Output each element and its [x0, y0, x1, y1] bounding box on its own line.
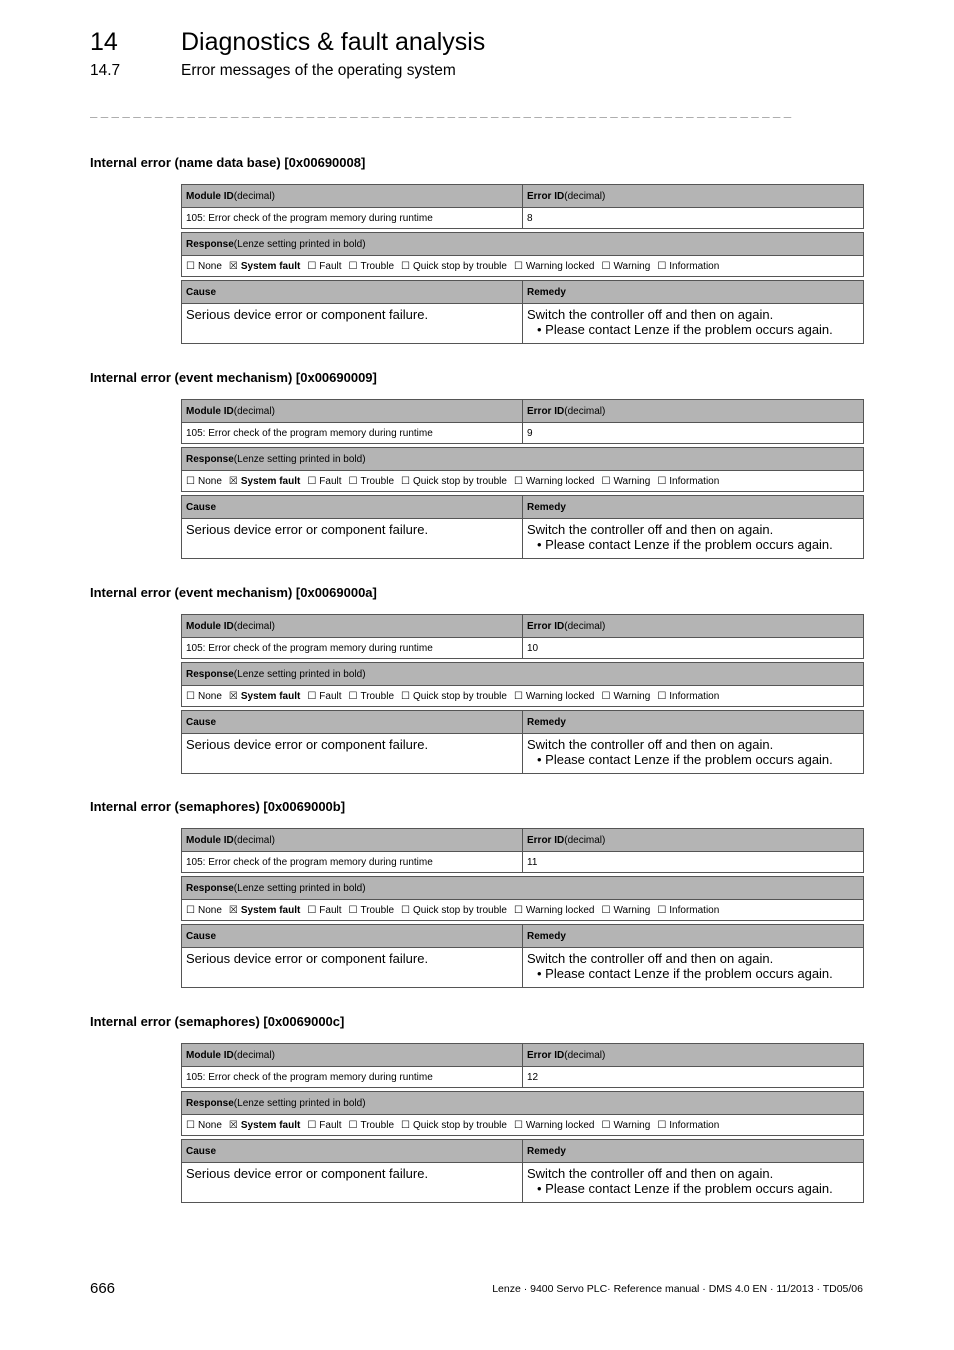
response-options [182, 1115, 863, 1135]
response-table [181, 662, 864, 707]
error-id-header [523, 185, 863, 207]
module-id-suffix: (decimal) [233, 405, 275, 417]
remedy-text: Switch the controller off and then on again. [527, 522, 774, 537]
error-id-label: Error ID [527, 834, 565, 846]
option-label: Trouble [360, 475, 395, 487]
option-label: Warning locked [525, 260, 595, 272]
option-system-fault [229, 476, 300, 487]
checkbox-unchecked-icon: ☐ [513, 475, 523, 487]
error-id-header [523, 1044, 863, 1066]
option-label: Quick stop by trouble [413, 475, 507, 487]
response-header [182, 663, 370, 685]
checkbox-unchecked-icon: ☐ [657, 690, 667, 702]
option-label: None [197, 260, 222, 272]
option-label: Fault [319, 690, 342, 702]
remedy-text: Switch the controller off and then on again. [527, 1166, 774, 1181]
response-suffix: (Lenze setting printed in bold) [233, 238, 366, 250]
error-id-header [523, 829, 863, 851]
footer-doc-info: Lenze · 9400 Servo PLC· Reference manual · DMS 4.0 EN · 11/2013 · TD05/06 [492, 1283, 863, 1295]
option-none [186, 691, 222, 702]
remedy-header: Remedy [527, 1145, 566, 1157]
remedy-bullet: • Please contact Lenze if the problem occurs again. [537, 1181, 833, 1196]
module-id-suffix: (decimal) [233, 834, 275, 846]
remedy-bullet: • Please contact Lenze if the problem occurs again. [537, 322, 833, 337]
checkbox-unchecked-icon: ☐ [348, 475, 358, 487]
checkbox-unchecked-icon: ☐ [307, 1119, 317, 1131]
option-label: Fault [319, 260, 342, 272]
option-quick-stop [401, 476, 507, 487]
module-id-suffix: (decimal) [233, 620, 275, 632]
option-label: Warning locked [525, 690, 595, 702]
checkbox-unchecked-icon: ☐ [601, 904, 611, 916]
response-header [182, 233, 370, 255]
remedy-cell [523, 734, 863, 773]
section-number: 14.7 [90, 62, 121, 79]
module-id-value: 105: Error check of the program memory during runtime [182, 423, 523, 443]
error-id-suffix: (decimal) [564, 190, 606, 202]
option-system-fault [229, 1120, 300, 1131]
id-table [181, 399, 864, 444]
checkbox-checked-icon: ☒ [228, 1119, 238, 1131]
checkbox-unchecked-icon: ☐ [401, 260, 410, 272]
cause-remedy-table [181, 1139, 864, 1203]
error-id-value: 9 [527, 427, 533, 439]
id-table [181, 184, 864, 229]
option-trouble [349, 691, 395, 702]
error-id-value: 11 [527, 856, 538, 868]
checkbox-unchecked-icon: ☐ [401, 690, 410, 702]
option-fault [307, 476, 341, 487]
cause-header: Cause [182, 925, 523, 947]
option-information [657, 1120, 719, 1131]
checkbox-unchecked-icon: ☐ [657, 904, 667, 916]
option-fault [307, 261, 341, 272]
option-label: Quick stop by trouble [413, 904, 507, 916]
option-none [186, 261, 222, 272]
id-table [181, 828, 864, 873]
option-warning [601, 476, 650, 487]
remedy-header: Remedy [527, 286, 566, 298]
checkbox-unchecked-icon: ☐ [601, 260, 611, 272]
option-warning [601, 1120, 650, 1131]
option-quick-stop [401, 261, 507, 272]
option-trouble [349, 261, 395, 272]
id-table [181, 1043, 864, 1088]
module-id-header [182, 615, 523, 637]
option-warning [601, 261, 650, 272]
error-id-value: 12 [527, 1071, 539, 1083]
checkbox-unchecked-icon: ☐ [307, 690, 317, 702]
option-label: System fault [240, 1119, 301, 1131]
cause-text: Serious device error or component failure. [182, 734, 523, 773]
option-system-fault [229, 905, 300, 916]
module-id-label: Module ID [186, 405, 234, 417]
response-options [182, 471, 863, 491]
chapter-title: Diagnostics & fault analysis [181, 28, 486, 56]
error-id-suffix: (decimal) [564, 405, 606, 417]
checkbox-unchecked-icon: ☐ [401, 475, 410, 487]
option-label: Quick stop by trouble [413, 260, 507, 272]
remedy-header: Remedy [527, 930, 566, 942]
option-label: Information [669, 1119, 720, 1131]
error-title: Internal error (name data base) [0x00690008] [90, 155, 366, 170]
cause-text: Serious device error or component failure. [182, 948, 523, 987]
option-information [657, 905, 719, 916]
response-options [182, 686, 863, 706]
module-id-header [182, 185, 523, 207]
cause-remedy-table [181, 710, 864, 774]
option-label: Warning [613, 475, 651, 487]
module-id-label: Module ID [186, 834, 234, 846]
response-table [181, 447, 864, 492]
option-label: Trouble [360, 904, 395, 916]
module-id-label: Module ID [186, 190, 234, 202]
option-information [657, 261, 719, 272]
section-title: Error messages of the operating system [181, 62, 456, 79]
module-id-label: Module ID [186, 620, 234, 632]
module-id-value: 105: Error check of the program memory during runtime [182, 1067, 523, 1087]
checkbox-unchecked-icon: ☐ [657, 1119, 667, 1131]
option-fault [307, 691, 341, 702]
option-label: None [197, 475, 222, 487]
response-label: Response [186, 453, 234, 465]
cause-remedy-table [181, 495, 864, 559]
error-id-value: 10 [527, 642, 539, 654]
module-id-header [182, 400, 523, 422]
error-id-suffix: (decimal) [564, 620, 606, 632]
option-label: System fault [240, 690, 301, 702]
option-label: Fault [319, 904, 342, 916]
cause-header: Cause [182, 281, 523, 303]
module-id-header [182, 1044, 523, 1066]
cause-text: Serious device error or component failure. [182, 304, 523, 343]
option-label: Information [669, 904, 720, 916]
remedy-cell [523, 1163, 863, 1202]
remedy-bullet: • Please contact Lenze if the problem occurs again. [537, 537, 833, 552]
error-id-suffix: (decimal) [564, 834, 606, 846]
remedy-text: Switch the controller off and then on again. [527, 307, 774, 322]
checkbox-unchecked-icon: ☐ [348, 1119, 358, 1131]
cause-header: Cause [182, 711, 523, 733]
remedy-cell [523, 519, 863, 558]
cause-remedy-table [181, 280, 864, 344]
option-warning-locked [514, 476, 595, 487]
checkbox-checked-icon: ☒ [228, 475, 238, 487]
option-label: Quick stop by trouble [413, 1119, 507, 1131]
option-warning-locked [514, 261, 595, 272]
option-fault [307, 1120, 341, 1131]
option-trouble [349, 905, 395, 916]
remedy-cell [523, 304, 863, 343]
response-suffix: (Lenze setting printed in bold) [233, 453, 366, 465]
cause-text: Serious device error or component failure. [182, 519, 523, 558]
module-id-label: Module ID [186, 1049, 234, 1061]
checkbox-checked-icon: ☒ [228, 690, 238, 702]
error-title: Internal error (semaphores) [0x0069000c] [90, 1014, 345, 1029]
option-system-fault [229, 261, 300, 272]
option-system-fault [229, 691, 300, 702]
checkbox-unchecked-icon: ☐ [348, 260, 358, 272]
cause-header: Cause [182, 496, 523, 518]
option-label: System fault [240, 475, 301, 487]
response-header [182, 448, 370, 470]
error-id-value: 8 [527, 212, 533, 224]
response-label: Response [186, 238, 234, 250]
option-label: Trouble [360, 1119, 395, 1131]
checkbox-unchecked-icon: ☐ [186, 1119, 195, 1131]
option-quick-stop [401, 691, 507, 702]
error-id-header [523, 615, 863, 637]
option-quick-stop [401, 1120, 507, 1131]
option-label: Information [669, 475, 720, 487]
option-warning-locked [514, 905, 595, 916]
response-header [182, 877, 370, 899]
option-label: Warning locked [525, 1119, 595, 1131]
module-id-value: 105: Error check of the program memory during runtime [182, 852, 523, 872]
response-header [182, 1092, 370, 1114]
id-table [181, 614, 864, 659]
checkbox-unchecked-icon: ☐ [186, 690, 195, 702]
checkbox-unchecked-icon: ☐ [307, 260, 317, 272]
option-trouble [349, 476, 395, 487]
checkbox-unchecked-icon: ☐ [401, 904, 410, 916]
checkbox-unchecked-icon: ☐ [401, 1119, 410, 1131]
checkbox-unchecked-icon: ☐ [601, 1119, 611, 1131]
remedy-header: Remedy [527, 501, 566, 513]
option-none [186, 1120, 222, 1131]
option-warning-locked [514, 691, 595, 702]
checkbox-unchecked-icon: ☐ [657, 260, 667, 272]
option-label: Warning [613, 260, 651, 272]
option-label: Warning locked [525, 904, 595, 916]
option-label: System fault [240, 904, 301, 916]
option-label: Trouble [360, 690, 395, 702]
option-none [186, 905, 222, 916]
error-id-label: Error ID [527, 1049, 565, 1061]
response-label: Response [186, 882, 234, 894]
checkbox-unchecked-icon: ☐ [348, 904, 358, 916]
option-warning [601, 905, 650, 916]
module-id-header [182, 829, 523, 851]
error-id-label: Error ID [527, 405, 565, 417]
remedy-bullet: • Please contact Lenze if the problem occurs again. [537, 752, 833, 767]
checkbox-unchecked-icon: ☐ [601, 475, 611, 487]
response-table [181, 232, 864, 277]
response-suffix: (Lenze setting printed in bold) [233, 882, 366, 894]
error-id-header [523, 400, 863, 422]
option-label: Warning [613, 690, 651, 702]
remedy-text: Switch the controller off and then on again. [527, 737, 774, 752]
error-id-label: Error ID [527, 190, 565, 202]
checkbox-unchecked-icon: ☐ [513, 1119, 523, 1131]
response-options [182, 256, 863, 276]
response-options [182, 900, 863, 920]
cause-remedy-table [181, 924, 864, 988]
error-id-label: Error ID [527, 620, 565, 632]
checkbox-unchecked-icon: ☐ [186, 475, 195, 487]
option-warning [601, 691, 650, 702]
option-quick-stop [401, 905, 507, 916]
error-id-suffix: (decimal) [564, 1049, 606, 1061]
option-none [186, 476, 222, 487]
option-label: Trouble [360, 260, 395, 272]
option-label: None [197, 904, 222, 916]
checkbox-unchecked-icon: ☐ [186, 904, 195, 916]
checkbox-unchecked-icon: ☐ [307, 904, 317, 916]
option-label: Fault [319, 475, 342, 487]
checkbox-unchecked-icon: ☐ [513, 260, 523, 272]
checkbox-unchecked-icon: ☐ [513, 904, 523, 916]
cause-header: Cause [182, 1140, 523, 1162]
remedy-header: Remedy [527, 716, 566, 728]
chapter-number: 14 [90, 28, 118, 56]
option-label: Information [669, 690, 720, 702]
checkbox-checked-icon: ☒ [228, 260, 238, 272]
checkbox-unchecked-icon: ☐ [348, 690, 358, 702]
error-title: Internal error (event mechanism) [0x0069000a] [90, 585, 377, 600]
option-information [657, 476, 719, 487]
module-id-suffix: (decimal) [233, 1049, 275, 1061]
checkbox-unchecked-icon: ☐ [186, 260, 195, 272]
option-label: Fault [319, 1119, 342, 1131]
option-label: Warning [613, 1119, 651, 1131]
response-label: Response [186, 1097, 234, 1109]
page-number: 666 [90, 1280, 116, 1297]
remedy-cell [523, 948, 863, 987]
option-warning-locked [514, 1120, 595, 1131]
option-fault [307, 905, 341, 916]
option-label: None [197, 690, 222, 702]
option-label: None [197, 1119, 222, 1131]
module-id-value: 105: Error check of the program memory during runtime [182, 208, 523, 228]
option-label: Quick stop by trouble [413, 690, 507, 702]
response-suffix: (Lenze setting printed in bold) [233, 1097, 366, 1109]
option-label: Information [669, 260, 720, 272]
checkbox-checked-icon: ☒ [228, 904, 238, 916]
cause-text: Serious device error or component failure. [182, 1163, 523, 1202]
module-id-suffix: (decimal) [233, 190, 275, 202]
error-title: Internal error (event mechanism) [0x00690009] [90, 370, 377, 385]
checkbox-unchecked-icon: ☐ [657, 475, 667, 487]
option-label: Warning [613, 904, 651, 916]
option-information [657, 691, 719, 702]
response-table [181, 1091, 864, 1136]
header-separator: _ _ _ _ _ _ _ _ _ _ _ _ _ _ _ _ _ _ _ _ _ _ _ _ _ _ _ _ _ _ _ _ _ _ _ _ _ _ _ _ _ _ _ _ _ _ _ _ _ _ _ _ _ _ _ _ _ _ _ _ _ _ _ _ _ [90, 104, 792, 118]
checkbox-unchecked-icon: ☐ [513, 690, 523, 702]
module-id-value: 105: Error check of the program memory during runtime [182, 638, 523, 658]
response-table [181, 876, 864, 921]
checkbox-unchecked-icon: ☐ [307, 475, 317, 487]
response-suffix: (Lenze setting printed in bold) [233, 668, 366, 680]
remedy-text: Switch the controller off and then on again. [527, 951, 774, 966]
checkbox-unchecked-icon: ☐ [601, 690, 611, 702]
remedy-bullet: • Please contact Lenze if the problem occurs again. [537, 966, 833, 981]
option-trouble [349, 1120, 395, 1131]
option-label: System fault [240, 260, 301, 272]
option-label: Warning locked [525, 475, 595, 487]
error-title: Internal error (semaphores) [0x0069000b] [90, 799, 346, 814]
response-label: Response [186, 668, 234, 680]
